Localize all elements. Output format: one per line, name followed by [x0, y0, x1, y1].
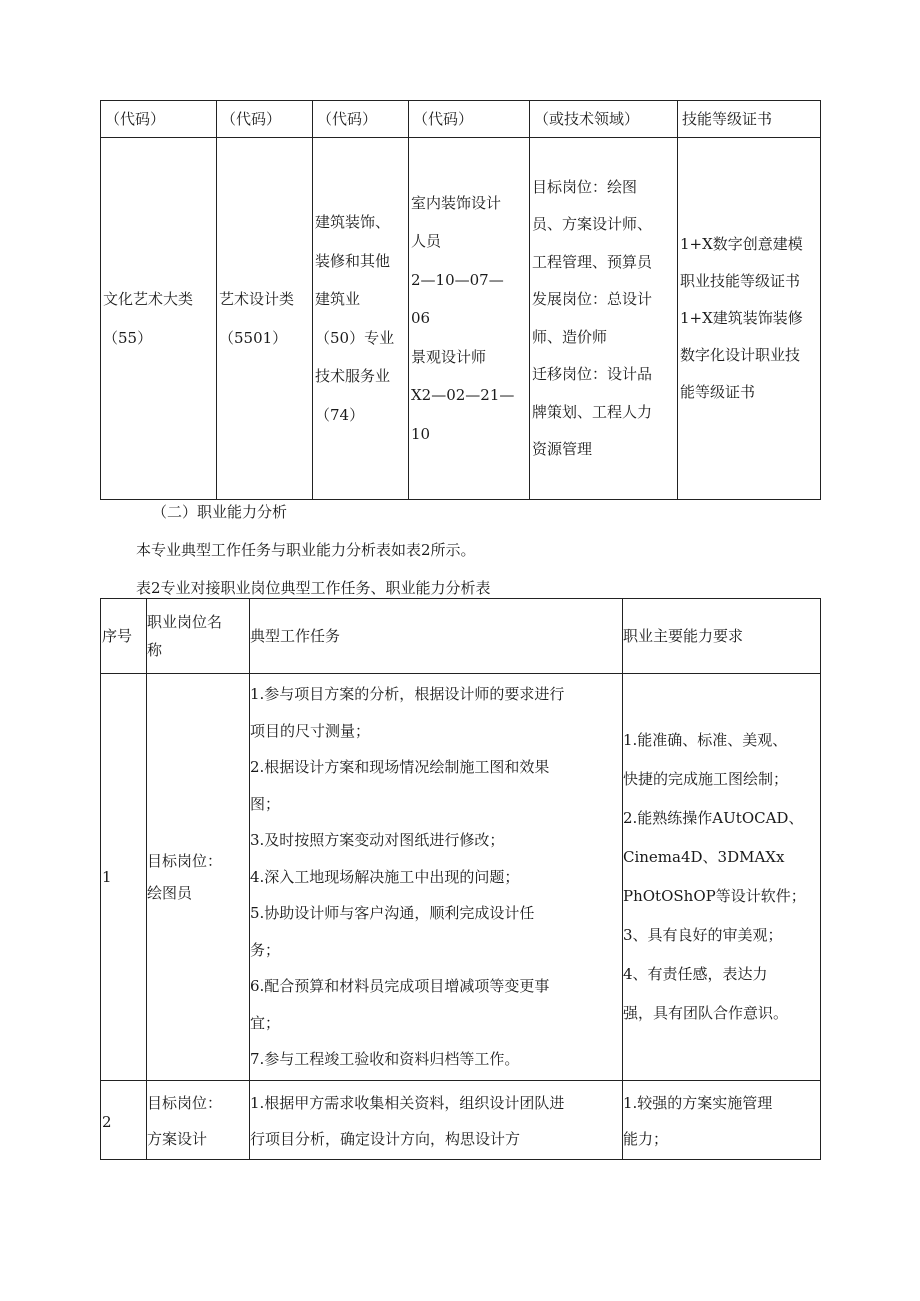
- header-text: 职业岗位名 称: [147, 613, 223, 659]
- header-text: （代码）: [317, 109, 378, 128]
- header-cell: [409, 101, 530, 138]
- header-text: 序号: [102, 627, 133, 645]
- header-text: 职业主要能力要求: [623, 627, 744, 645]
- table-row: [101, 674, 821, 1081]
- row-position-cell: [147, 1081, 250, 1160]
- row-tasks: 1.参与项目方案的分析，根据设计师的要求进行 项目的尺寸测量； 2.根据设计方案和现场情况绘制施工图和效果 图； 3.及时按照方案变动对图纸进行修改； 4.深入工地现场解决施工中出现的问题； 5.协助设计师与客户沟通，顺利完成设计任 务； 6.配合预算和材料员完成项目增减项等变更事 宜； 7.参与工程竣工验收和资料归档等工作。: [250, 685, 565, 1069]
- row-requirements: 1.能准确、标准、美观、 快捷的完成施工图绘制； 2.能熟练操作AUtOCAD、 Cinema4D、3DMAXx PhOtOShOP等设计软件； 3、具有良好的审美观； 4、有责任感，表达力 强，具有团队合作意识。: [623, 731, 806, 1022]
- header-text: 技能等级证书: [682, 109, 773, 128]
- row-position: 目标岗位： 绘图员: [147, 852, 223, 902]
- row-position-cell: [147, 674, 250, 1081]
- row-requirements-cell: [623, 674, 821, 1081]
- section-heading: （二）职业能力分析: [152, 503, 288, 521]
- class-cell: [217, 138, 313, 500]
- header-text: （代码）: [221, 109, 282, 128]
- header-text: （代码）: [413, 109, 474, 128]
- certificate-text: 1+X数字创意建模 职业技能等级证书 1+X建筑装饰装修 数字化设计职业技 能等级证书: [680, 235, 803, 401]
- class-text: 艺术设计类 （5501）: [219, 290, 295, 347]
- row-num-cell: [101, 674, 147, 1081]
- certificate-cell: [678, 138, 821, 500]
- table-row: [101, 138, 821, 500]
- table-row: [101, 1081, 821, 1160]
- qualification-table: [100, 100, 821, 500]
- header-text: （代码）: [105, 109, 166, 128]
- table-header-row: [101, 101, 821, 138]
- header-text: （或技术领域）: [534, 109, 640, 128]
- table-header-row: [101, 599, 821, 674]
- row-tasks-cell: [250, 1081, 623, 1160]
- industry-text: 建筑装饰、 装修和其他 建筑业 （50）专业 技术服务业 （74）: [315, 213, 395, 424]
- row-tasks-cell: [250, 674, 623, 1081]
- occupation-cell: [409, 138, 530, 500]
- category-cell: [101, 138, 217, 500]
- row-requirements-cell: [623, 1081, 821, 1160]
- header-cell-tasks: [250, 599, 623, 674]
- table-caption: 表2专业对接职业岗位典型工作任务、职业能力分析表: [136, 579, 491, 597]
- row-tasks: 1.根据甲方需求收集相关资料，组织设计团队进 行项目分析，确定设计方向，构思设计方: [250, 1094, 565, 1148]
- row-num: 1: [102, 867, 112, 886]
- intro-paragraph: 本专业典型工作任务与职业能力分析表如表2所示。: [136, 541, 476, 559]
- row-requirements: 1.较强的方案实施管理 能力；: [623, 1094, 773, 1148]
- row-position: 目标岗位： 方案设计: [147, 1094, 223, 1148]
- occupation-text: 室内装饰设计 人员 2—10—07— 06 景观设计师 X2—02—21— 10: [411, 193, 515, 443]
- header-cell-position: [147, 599, 250, 674]
- category-text: 文化艺术大类 （55）: [103, 290, 194, 347]
- header-cell: [217, 101, 313, 138]
- ability-analysis-table: [100, 598, 821, 1160]
- header-cell: [678, 101, 821, 138]
- header-cell-num: [101, 599, 147, 674]
- positions-text: 目标岗位：绘图 员、方案设计师、 工程管理、预算员 发展岗位：总设计 师、造价师 迁移岗位：设计品 牌策划、工程人力 资源管理: [532, 177, 653, 458]
- row-num-cell: [101, 1081, 147, 1160]
- header-text: 典型工作任务: [250, 627, 341, 645]
- header-cell: [313, 101, 409, 138]
- header-cell: [101, 101, 217, 138]
- header-cell: [530, 101, 678, 138]
- row-num: 2: [102, 1113, 112, 1131]
- positions-cell: [530, 138, 678, 500]
- industry-cell: [313, 138, 409, 500]
- header-cell-requirements: [623, 599, 821, 674]
